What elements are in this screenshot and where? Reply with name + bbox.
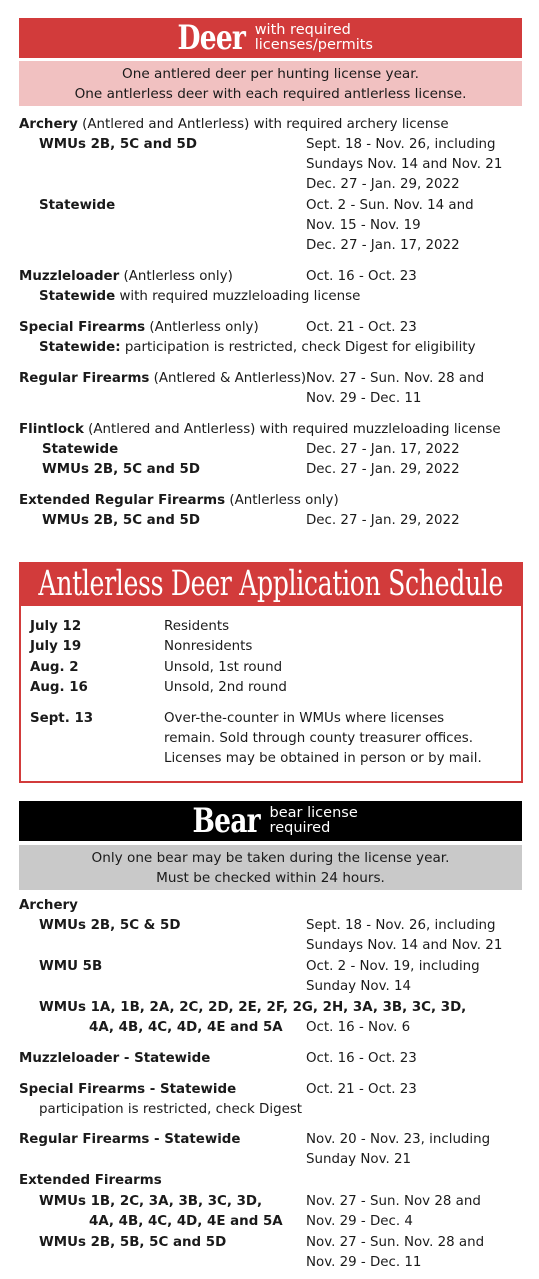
deer-special-sub-rest: participation is restricted, check Digest for eligibility xyxy=(124,340,476,355)
deer-regular-dates-1: Nov. 27 - Sun. Nov. 28 and xyxy=(306,371,485,386)
deer-title: Deer xyxy=(177,18,246,58)
deer-special-sub xyxy=(39,338,476,358)
schedule-date-2: July 19 xyxy=(30,639,82,654)
deer-extended-label: WMUs 2B, 5C and 5D xyxy=(42,513,200,528)
bear-notice-line2: Must be checked within 24 hours. xyxy=(156,869,385,886)
bear-subtitle xyxy=(270,806,358,836)
deer-special-heading xyxy=(19,318,259,338)
bear-archery-wmu1-dates-2: Sundays Nov. 14 and Nov. 21 xyxy=(306,938,503,953)
bear-subtitle-line2: required xyxy=(269,820,331,836)
deer-archery-wmu-dates-3: Dec. 27 - Jan. 29, 2022 xyxy=(306,177,460,192)
deer-flintlock-statewide-dates: Dec. 27 - Jan. 17, 2022 xyxy=(306,442,460,457)
schedule-desc-5-line3: Licenses may be obtained in person or by mail. xyxy=(164,751,482,766)
deer-flintlock-desc: (Antlered and Antlerless) with required muzzleloading license xyxy=(88,422,501,437)
deer-flintlock-wmu-dates: Dec. 27 - Jan. 29, 2022 xyxy=(306,462,460,477)
deer-extended-dates: Dec. 27 - Jan. 29, 2022 xyxy=(306,513,460,528)
deer-regular-dates-2: Nov. 29 - Dec. 11 xyxy=(306,391,422,406)
bear-special-heading: Special Firearms - Statewide xyxy=(19,1082,237,1097)
schedule-header xyxy=(19,562,523,606)
deer-special-sub-bold: Statewide: xyxy=(39,340,121,355)
deer-notice-line2: One antlerless deer with each required antlerless license. xyxy=(74,85,467,102)
deer-subtitle xyxy=(255,23,373,53)
deer-archery-statewide-label: Statewide xyxy=(39,198,116,213)
bear-special-dates: Oct. 21 - Oct. 23 xyxy=(306,1082,417,1097)
bear-archery-wmu1-label: WMUs 2B, 5C & 5D xyxy=(39,918,181,933)
deer-archery-heading xyxy=(19,115,449,135)
deer-archery-wmu-dates-2: Sundays Nov. 14 and Nov. 21 xyxy=(306,157,503,172)
bear-extended-wmu1-line1: WMUs 1B, 2C, 3A, 3B, 3C, 3D, xyxy=(39,1194,263,1209)
bear-archery-wmu3-dates: Oct. 16 - Nov. 6 xyxy=(306,1020,411,1035)
deer-flintlock-wmu-label: WMUs 2B, 5C and 5D xyxy=(42,462,200,477)
bear-extended-heading: Extended Firearms xyxy=(19,1173,162,1188)
schedule-title: Antlerless Deer Application Schedule xyxy=(38,564,504,604)
deer-flintlock-heading xyxy=(19,420,501,440)
bear-special-note: participation is restricted, check Digest xyxy=(39,1102,303,1117)
deer-archery-statewide-dates-2: Nov. 15 - Nov. 19 xyxy=(306,218,421,233)
schedule-desc-4: Unsold, 2nd round xyxy=(164,680,287,695)
bear-title: Bear xyxy=(192,801,261,841)
bear-muzzleloader-heading: Muzzleloader - Statewide xyxy=(19,1051,211,1066)
bear-extended-wmu1-line2: 4A, 4B, 4C, 4D, 4E and 5A xyxy=(89,1214,283,1229)
bear-header-bar xyxy=(19,801,522,841)
deer-regular-name: Regular Firearms xyxy=(19,371,150,386)
deer-archery-wmu-dates-1: Sept. 18 - Nov. 26, including xyxy=(306,137,496,152)
deer-archery-name: Archery xyxy=(19,117,78,132)
deer-extended-desc: (Antlerless only) xyxy=(229,493,339,508)
bear-notice-line1: Only one bear may be taken during the license year. xyxy=(91,849,450,866)
deer-regular-desc: (Antlered & Antlerless) xyxy=(153,371,307,386)
deer-muzzleloader-heading xyxy=(19,267,233,287)
deer-special-name: Special Firearms xyxy=(19,320,146,335)
bear-archery-wmu1-dates-1: Sept. 18 - Nov. 26, including xyxy=(306,918,496,933)
deer-extended-name: Extended Regular Firearms xyxy=(19,493,226,508)
deer-archery-statewide-dates-1: Oct. 2 - Sun. Nov. 14 and xyxy=(306,198,474,213)
schedule-desc-5-line1: Over-the-counter in WMUs where licenses xyxy=(164,711,445,726)
bear-archery-wmu3-line1: WMUs 1A, 1B, 2A, 2C, 2D, 2E, 2F, 2G, 2H, 3A, 3B, 3C, 3D, xyxy=(39,1000,467,1015)
bear-muzzleloader-dates: Oct. 16 - Oct. 23 xyxy=(306,1051,417,1066)
deer-muzzleloader-dates: Oct. 16 - Oct. 23 xyxy=(306,269,417,284)
deer-subtitle-line1: with required xyxy=(254,22,351,38)
bear-notice xyxy=(19,845,522,890)
deer-flintlock-statewide-label: Statewide xyxy=(42,442,119,457)
bear-regular-dates-1: Nov. 20 - Nov. 23, including xyxy=(306,1132,491,1147)
bear-archery-wmu2-dates-2: Sunday Nov. 14 xyxy=(306,979,412,994)
deer-extended-heading xyxy=(19,491,339,511)
bear-extended-wmu2-label: WMUs 2B, 5B, 5C and 5D xyxy=(39,1235,227,1250)
bear-extended-wmu1-dates-2: Nov. 29 - Dec. 4 xyxy=(306,1214,413,1229)
deer-notice xyxy=(19,61,522,106)
deer-muzzleloader-sub-bold: Statewide xyxy=(39,289,116,304)
deer-archery-desc: (Antlered and Antlerless) with required archery license xyxy=(82,117,449,132)
deer-muzzleloader-sub-rest: with required muzzleloading license xyxy=(119,289,361,304)
bear-regular-dates-2: Sunday Nov. 21 xyxy=(306,1152,412,1167)
bear-archery-wmu3-line2: 4A, 4B, 4C, 4D, 4E and 5A xyxy=(89,1020,283,1035)
deer-special-desc: (Antlerless only) xyxy=(149,320,259,335)
deer-archery-wmu-label: WMUs 2B, 5C and 5D xyxy=(39,137,197,152)
deer-flintlock-name: Flintlock xyxy=(19,422,84,437)
deer-muzzleloader-name: Muzzleloader xyxy=(19,269,120,284)
bear-extended-wmu2-dates-2: Nov. 29 - Dec. 11 xyxy=(306,1255,422,1270)
bear-subtitle-line1: bear license xyxy=(269,805,358,821)
schedule-desc-2: Nonresidents xyxy=(164,639,253,654)
deer-muzzleloader-desc: (Antlerless only) xyxy=(123,269,233,284)
deer-notice-line1: One antlered deer per hunting license year. xyxy=(122,65,419,82)
deer-archery-statewide-dates-3: Dec. 27 - Jan. 17, 2022 xyxy=(306,238,460,253)
schedule-date-1: July 12 xyxy=(30,619,82,634)
deer-muzzleloader-sub xyxy=(39,287,360,307)
bear-extended-wmu2-dates-1: Nov. 27 - Sun. Nov. 28 and xyxy=(306,1235,485,1250)
bear-archery-heading: Archery xyxy=(19,898,78,913)
bear-archery-wmu2-dates-1: Oct. 2 - Nov. 19, including xyxy=(306,959,480,974)
bear-extended-wmu1-dates-1: Nov. 27 - Sun. Nov 28 and xyxy=(306,1194,481,1209)
schedule-desc-1: Residents xyxy=(164,619,230,634)
schedule-desc-3: Unsold, 1st round xyxy=(164,660,283,675)
schedule-date-4: Aug. 16 xyxy=(30,680,88,695)
deer-regular-heading xyxy=(19,369,306,389)
schedule-desc-5-line2: remain. Sold through county treasurer offices. xyxy=(164,731,473,746)
deer-special-dates: Oct. 21 - Oct. 23 xyxy=(306,320,417,335)
deer-subtitle-line2: licenses/permits xyxy=(254,37,373,53)
schedule-date-3: Aug. 2 xyxy=(30,660,79,675)
deer-header-bar xyxy=(19,18,522,58)
bear-archery-wmu2-label: WMU 5B xyxy=(39,959,103,974)
bear-regular-heading: Regular Firearms - Statewide xyxy=(19,1132,241,1147)
schedule-date-5: Sept. 13 xyxy=(30,711,94,726)
